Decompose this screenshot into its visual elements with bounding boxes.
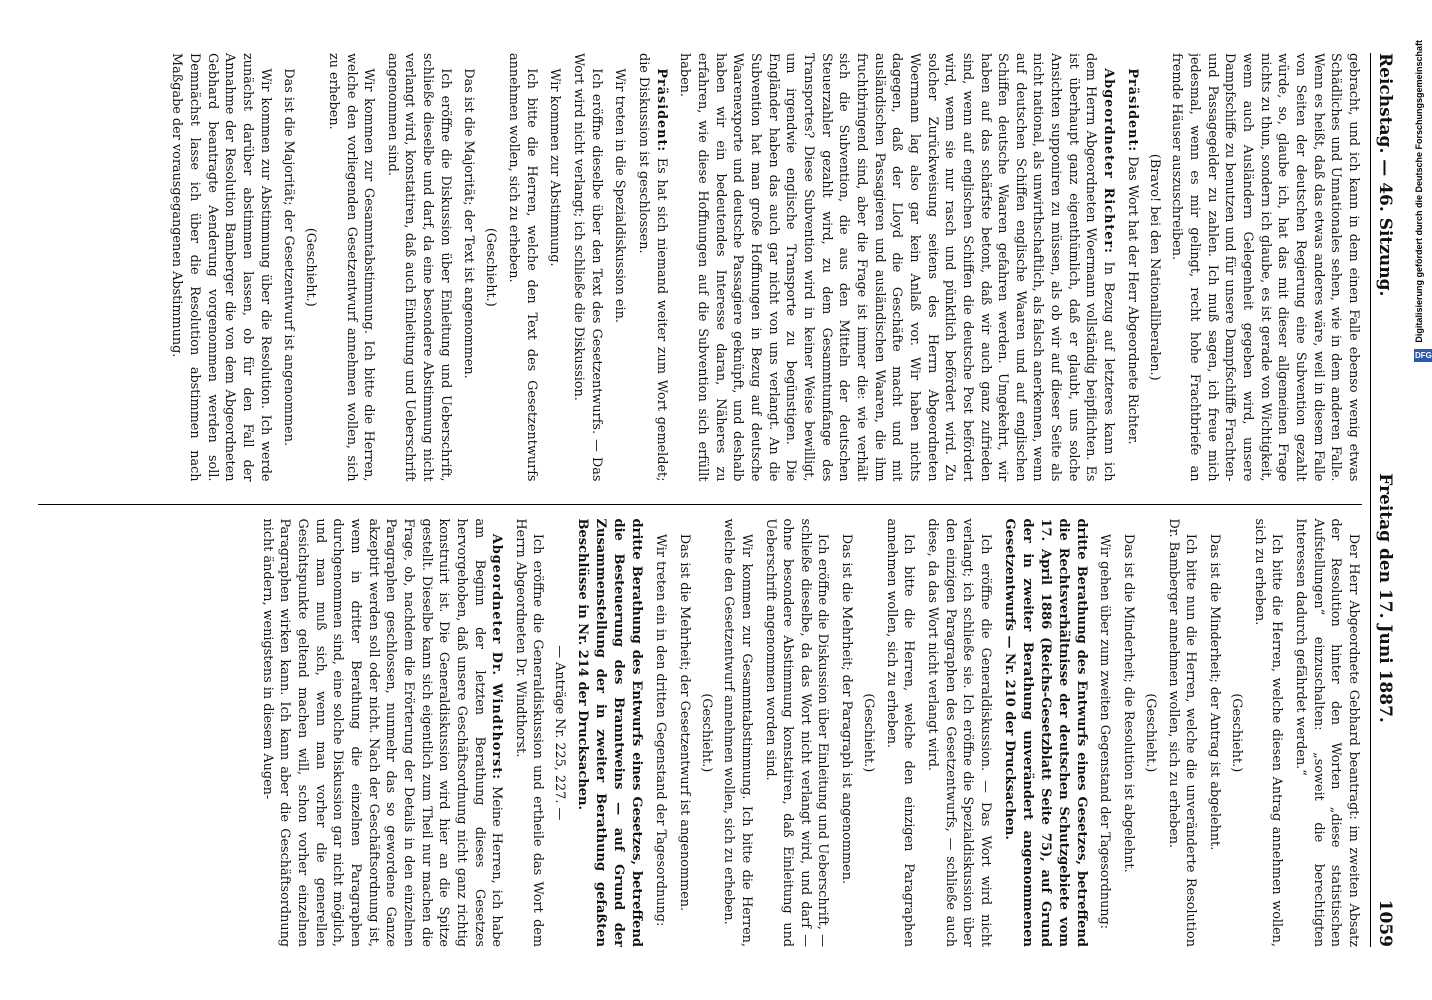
paragraph: Präsident: Es hat sich niemand weiter zum Wort gemeldet; die Diskussion ist geschlossen.	[636, 53, 669, 482]
paragraph: Der Herr Abgeordnete Gebhard beantragt: im zweiten Absatz der Resolution hinter den Worten „diese statistischen Aufstellungen“ einzuschalten: „soweit die berechtigten Interessen dadurch gefährdet werden.“	[1293, 518, 1361, 947]
dfg-logo: DFG	[1415, 350, 1432, 360]
agenda-heading: dritte Berathung des Entwurfs eines Gesetzes, betreffend die Rechtsverhältnisse der deutschen Schutzgebiete vom 17. April 1886 (Reichs-Gesetzblatt Seite 75), auf Grund der in zweiter Berathung unverändert angenommenen Gesetzentwurfs — Nr. 210 der Drucksachen.	[1002, 518, 1089, 947]
remark: (Geschieht.)	[1229, 693, 1245, 773]
paragraph: Abgeordneter Richter: In Bezug auf letzteres kann ich dem Herrn Abgeordneten Woermann vollständig beipflichten. Es ist überhaupt ganz eigenthümlich, daß er glaubt, uns solche Ansichten supponiren zu müssen, als ob wir auf dieser Seite als nicht national, als unwirthschaftlich, als falsch anerkennen, wenn auf deutschen Schiffen englische Waaren und auf englischen Schiffen deutsche Waaren gefahren werden. Umgekehrt, wir haben auf das schärfste betont, daß wir auch ganz zufrieden sind, wenn auf englischen Schiffen die deutsche Post befördert wird, wenn sie nur rasch und pünktlich befördert wird. Zu solcher Zurückweisung seitens des Herrn Abgeordneten Woermann lag also gar kein Anlaß vor. Wir haben nichts dagegen, daß der Lloyd die Geschäfte macht und mit ausländischen Passagieren und ausländischen Waaren, die ihm fruchtbringend sind, aber die Frage ist immer die: wie verhält sich die Subvention, die aus den Mitteln der deutschen Steuerzahler gezahlt wird, zu dem Gesammtumfange des Transportes? Diese Subvention wird in keiner Weise bewilligt, um irgendwie englische Transporte zu begünstigen. Die Engländer haben das auch gar nicht von uns verlangt. An die Subvention hat man große Hoffnungen in Bezug auf deutsche Waarenexporte und deutsche Passagiere geknüpft, und deshalb haben wir ein bedeutendes Interesse daran, Näheres zu erfahren, wie diese Hoffnungen auf die Subvention sich erfüllt haben.	[677, 53, 1117, 482]
motions-note: — Anträge Nr. 225, 227. —	[552, 645, 568, 821]
document-page	[21, 25, 1411, 975]
paragraph: Das ist die Mehrheit; der Paragraph ist angenommen.	[839, 533, 855, 885]
paragraph: Abgeordneter Dr. Windthorst: Meine Herren, ich habe am Beginn der letzten Berathung dieses Gesetzes hervorgehoben, daß unsere Geschäftsordnung nicht ganz richtig konstruirt ist. Die Generaldiskussion wird hier an die Spitze gestellt. Dieselbe kann sich eigentlich zum Theil nur machen die Frage, ob, nachdem die Erörterung der Details in den einzelnen Paragraphen geschlossen, nunmehr das so gewordene Ganze akzeptirt werden soll oder nicht. Nach der Geschäftsordnung ist, wenn in dritter Berathung die einzelnen Paragraphen durchgenommen sind, eine solche Diskussion gar nicht möglich, und man muß sich, wenn man vorher die generellen Gesichtspunkte geltend machen will, schon vorher einzelnen Paragraphen wirken kann. Ich kann aber die Geschäftsordnung nicht ändern, wenigstens in diesem Augen-	[259, 518, 505, 947]
right-column	[38, 504, 1362, 948]
agenda-heading: dritte Berathung des Entwurfs eines Gesetzes, betreffend die Besteuerung des Branntweins — auf Grund der Zusammenstellung der in zweiter Berathung gefaßten Beschlüsse in Nr. 214 der Drucksachen.	[575, 518, 645, 947]
credit-text: Digitalisierung gefördert durch die Deutsche Forschungsgemeinschaft	[1414, 40, 1424, 343]
page-number: 1059	[1375, 899, 1395, 947]
paragraph: Das ist die Majorität; der Gesetzentwurf ist angenommen.	[281, 68, 297, 447]
page-header	[1370, 53, 1395, 947]
digitization-credit	[1414, 40, 1430, 960]
paragraph: Wir treten ein in den dritten Gegenstand der Tagesordnung:	[652, 533, 668, 927]
header-center: Freitag den 17. Juni 1887.	[1375, 473, 1395, 723]
paragraph: Ich bitte die Herren, welche diesen Antrag annehmen wollen, sich zu erheben.	[1251, 518, 1285, 947]
speaker-name: Abgeordneter Dr. Windthorst:	[489, 533, 505, 780]
speaker-name: Präsident:	[653, 68, 669, 153]
paragraph: Wir kommen zur Gesammtabstimmung. Ich bitte die Herren, welche den vorliegenden Gesetzentwurf annehmen wollen, sich zu erheben.	[325, 53, 377, 482]
paragraph: Wir kommen zur Gesammtabstimmung. Ich bitte die Herren, welche den Gesetzentwurf annehmen wollen, sich zu erheben.	[721, 518, 754, 947]
paragraph: Präsident: Das Wort hat der Herr Abgeordnete Richter.	[1124, 68, 1140, 445]
paragraph: Wir gehen über zum zweiten Gegenstand der Tagesordnung:	[1097, 533, 1113, 930]
paragraph: Wir treten in die Spezialdiskussion ein.	[612, 68, 628, 323]
remark: (Geschieht.)	[483, 227, 499, 307]
speaker-name: Präsident:	[1124, 68, 1140, 153]
paragraph: Ich eröffne die Generaldiskussion. — Das Wort wird nicht verlangt; ich schließe sie. Ich eröffne die Spezialdiskussion über den einzigen Paragraphen des Gesetzentwurfs, — schließe auch diese, da das Wort nicht verlangt wird.	[925, 518, 994, 947]
header-left: Reichstag. — 46. Sitzung.	[1375, 53, 1395, 297]
paragraph: gebracht, und ich kann in dem einen Falle ebenso wenig etwas Schädliches und Unnationales sehen, wie in dem anderen Falle. Wenn es heißt, daß das etwas anderes wäre, weil in diesem Falle von Seiten der deutschen Regierung eine Subvention gezahlt würde, so, glaube ich, hat das mit dieser allgemeinen Frage nichts zu thun, sondern ich glaube, es ist gerade von Wichtigkeit, wenn auch Ausländern Gelegenheit gegeben wird, unsere Dampfschiffe zu benutzen und für unsere Dampfschiffe Frachten- und Passagegelder zu zahlen. Ich muß sagen, ich freue mich jedesmal, wenn es mir gelingt, recht hohe Frachtbriefe an fremde Häuser auszuschreiben.	[1169, 53, 1361, 482]
remark: (Geschieht.)	[1143, 693, 1159, 773]
paragraph: Ich bitte die Herren, welche den Text des Gesetzentwurfs annehmen wollen, sich zu erheben.	[506, 53, 539, 482]
paragraph: Ich bitte nun die Herren, welche die unveränderte Resolution Dr. Bamberger annehmen wollen, sich zu erheben.	[1165, 518, 1199, 947]
paragraph: Wir kommen zur Abstimmung über die Resolution. Ich werde zunächst darüber abstimmen lassen, ob für den Fall der Annahme der Resolution Bamberger die von dem Abgeordneten Gebhard beantragte Aenderung vorgenommen werden soll. Demnächst lasse ich über die Resolution abstimmen nach Maßgabe der vorausgegangenen Abstimmung.	[169, 53, 273, 482]
paragraph: Ich eröffne die Diskussion über Einleitung und Ueberschrift, schließe dieselbe und darf, da eine besondere Abstimmung nicht verlangt wird, konstatiren, daß auch Einleitung und Ueberschrift angenommen sind.	[384, 53, 453, 482]
paragraph: Wir kommen zur Abstimmung.	[547, 68, 563, 267]
remark: (Geschieht.)	[303, 227, 319, 307]
paragraph: Das ist die Mehrheit; der Gesetzentwurf ist angenommen.	[676, 533, 692, 912]
paragraph: Ich eröffne die Generaldiskussion und ertheile das Wort dem Herrn Abgeordneten Dr. Windthorst.	[512, 518, 546, 947]
paragraph: Das ist die Minderheit; der Antrag ist abgelehnt.	[1207, 533, 1223, 851]
speaker-name: Abgeordneter Richter:	[1101, 68, 1117, 254]
left-column	[38, 53, 1362, 482]
paragraph: Das ist die Minderheit; die Resolution ist abgelehnt.	[1121, 533, 1137, 873]
paragraph: Ich eröffne die Diskussion über Einleitung und Ueberschrift, — schließe dieselbe, da das Wort nicht verlangt wird, und darf — ohne besondere Abstimmung konstatiren, daß Einleitung und Ueberschrift angenommen worden sind.	[762, 518, 831, 947]
paragraph: Das ist die Majorität; der Text ist angenommen.	[461, 68, 477, 379]
remark: (Geschieht.)	[698, 693, 714, 773]
paragraph: Ich bitte die Herren, welche den einzigen Paragraphen annehmen wollen, sich zu erheben.	[883, 518, 917, 947]
paragraph: Ich eröffne dieselbe über den Text des Gesetzentwurfs. — Das Wort wird nicht verlangt; ich schließe die Diskussion.	[571, 53, 604, 482]
remark: (Bravo! bei den Nationalliberalen.)	[1146, 153, 1162, 381]
remark: (Geschieht.)	[861, 693, 877, 773]
